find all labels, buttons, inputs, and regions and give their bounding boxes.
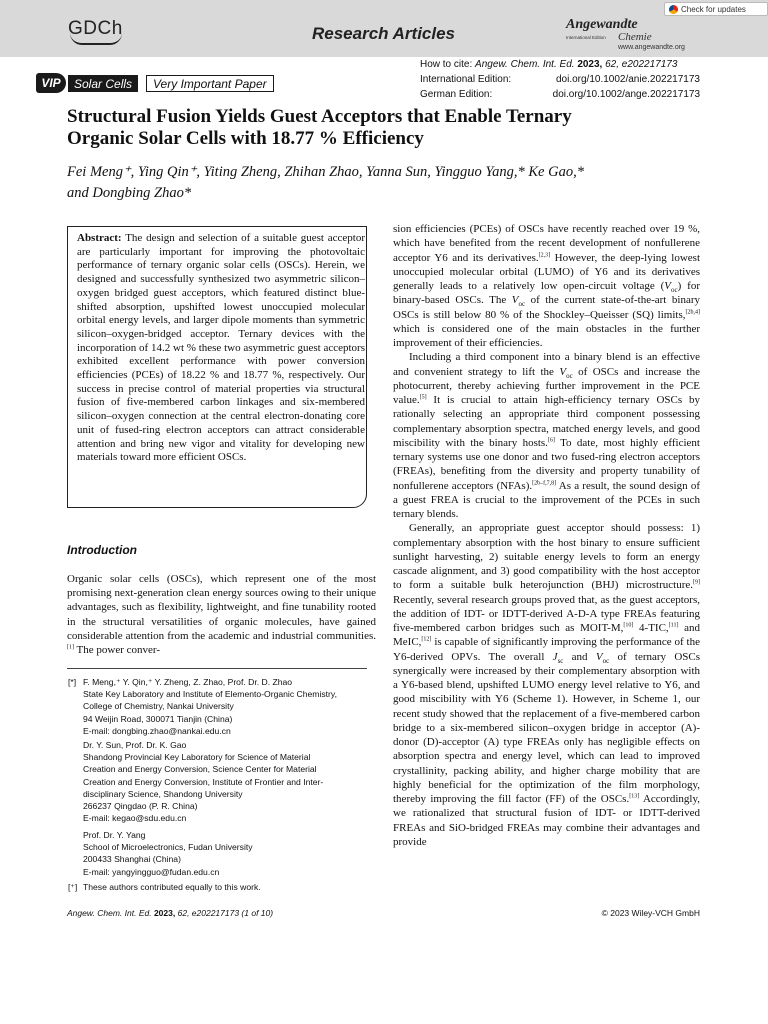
affiliation-marker: [*] [68,677,77,687]
paragraph: Generally, an appropriate guest acceptor should possess: 1) complementary absorption with the host binary to ensure sufficient sunlight harvesting, 2) suitable energy levels to form an energy cascade alignment, and 3) good compatibility with the host acceptor to form a suitable bulk heterojunction (BHJ) microstructure.[9] Recently, several research groups proved that, as the guest acceptors, the addition of IDT- or IDTT-derived A-D-A type FREAs featuring five-membered carbon bridges such as MOIT-M,[10] 4-TIC,[11] and MeIC,[12] is capable of significantly improving the performance of the Y6-derived OPVs. The overall $J_{sc}$ and $V_{oc}$ of ternary OSCs synergically were increased by their complementary absorption with a Y6-based blend, upshifted LUMO energy level relative to Y6, and good miscibility with Y6 (Scheme 1). However, in Scheme 1, our recent study showed that the replacement of a five-membered carbon bridge to a six-membered silicon–oxygen bridge in acceptor (A)-donor (D)-acceptor (A) type FREAs only has negligible effects on absorption spectra and energy level, which can lead to improved crystallinity, packing ability, and higher charge mobility that are highly beneficial for the optimization of the film morphology, thereby improving the fill factor (FF) of the OSCs.[13] Accordingly, we rationalized that structural fusion of IDT- or IDTT-derived FREAs and SiO-bridged FREAs may combine their advantages and provide [393,522,700,848]
angewandte-logo: Angewandte [566,17,638,32]
german-edition-label: German Edition: [420,89,493,100]
angewandte-logo-subtitle: International Edition [566,35,606,40]
check-for-updates-label: Check for updates [681,4,746,14]
affiliation-group-1: F. Meng,⁺ Y. Qin,⁺ Y. Zheng, Z. Zhao, Prof. Dr. D. Zhao State Key Laboratory and Institute of Elemento-Organic Chemistry, College of Chemistry, Nankai University 94 Weijin Road, 300071 Tianjin (China) E-mail: dongbing.zhao@nankai.edu.cn [83,676,383,737]
introduction-text: Organic solar cells (OSCs), which represent one of the most promising next-generation clean energy sources owing to their unique advantages, such as flexibility, lightweight, and fine tunability rooted in the structural versatilities of organic molecules, have gained considerable attention from the academic and industrial communities.[1] The power conver- [67,573,376,657]
page-footer-citation: Angew. Chem. Int. Ed. 2023, 62, e202217173 (1 of 10) [67,908,274,918]
abstract-text: Abstract: The design and selection of a suitable guest acceptor are particularly important for improving the photovoltaic performance of ternary organic solar cells (OSCs). Herein, we designed and successfully synthesized two asymmetric silicon–oxygen bridged guest acceptors, which featured distinct blue-shifted absorption, upshifted lowest unoccupied molecular orbital energy levels, and larger dipole moments than symmetric silicon–oxygen-bridged acceptor. Ternary devices with the incorporation of 14.2 wt % these two asymmetric guest acceptors exhibited excellent performance with power conversion efficiencies (PCEs) of 18.22 % and 18.77 %, respectively. Our success in precise control of material properties via structural fusion of five-membered carbon linkages and six-membered silicon–oxygen connection at the central electron-donating core unit of fused-ring electron acceptors can attract considerable attention and bring new vigor and vitality for developing new materials toward more efficient OSCs. [77,232,365,464]
article-title: Structural Fusion Yields Guest Acceptors that Enable Ternary Organic Solar Cells with 18.77 % Efficiency [67,106,572,149]
german-doi-link[interactable]: doi.org/10.1002/ange.202217173 [552,89,700,100]
gdch-logo-arc [70,33,122,45]
check-for-updates-button[interactable] [664,2,768,16]
vip-badge: VIP [36,73,66,93]
affiliation-group-3: Prof. Dr. Y. Yang School of Microelectronics, Fudan University 200433 Shanghai (China) E-mail: yangyingguo@fudan.edu.cn [83,829,383,878]
introduction-heading: Introduction [67,543,137,557]
paper-type-tag: Very Important Paper [146,75,274,92]
equal-contribution-marker: [⁺] [68,882,78,892]
email-link[interactable]: E-mail: kegao@sdu.edu.cn [83,813,187,824]
section-title: Research Articles [312,24,456,43]
crossmark-icon [669,5,678,14]
gdch-logo: GDCh [68,18,123,39]
journal-url[interactable]: www.angewandte.org [618,44,685,51]
footnote-rule [67,668,367,669]
affiliation-group-2: Dr. Y. Sun, Prof. Dr. K. Gao Shandong Provincial Key Laboratory for Science of Material Creation and Energy Conversion, Science Center for Material Creation and Energy Conversion, Institute of Frontier and Inter- disciplinary Science, Shandong University 266237 Qingdao (P. R. China) E-mail: kegao@sdu.edu.cn [83,739,383,824]
intl-edition-label: International Edition: [420,74,512,85]
copyright: © 2023 Wiley-VCH GmbH [601,908,700,918]
category-tag: Solar Cells [68,75,138,92]
angewandte-logo-chemie: Chemie [618,31,652,43]
paragraph: Including a third component into a binary blend is an effective and convenient strategy to lift the $V_{oc}$ of OSCs and increase the photocurrent, thereby achieving further improvement in the PCE value.[5] It is crucial to attain high-efficiency ternary OSCs by rationally selecting an appropriate third component possessing complementary absorption spectra, matched energy levels, and good miscibility with the binary hosts.[6] To date, most highly efficient ternary systems use one donor and two fused-ring electron acceptors (FREAs), benefiting from the diversity and property tunability of nonfullerene acceptors (NFAs).[2b–f,7,8] As a result, the sound design of a guest FREA is crucial to the improvement of the PCEs in such ternary blends. [393,351,700,520]
body-right-column [393,222,700,849]
paragraph: sion efficiencies (PCEs) of OSCs have recently reached over 19 %, which have benefited from the recent development of nonfullerene acceptor Y6 and its derivatives.[2,3] However, the deep-lying lowest unoccupied molecular orbital (LUMO) of Y6 and its derivatives generally leads to a relatively low open-circuit voltage $(V_{oc})$ for binary-based OSCs. The $V_{oc}$ of the current state-of-the-art binary OSCs is still below 80 % of the Shockley–Queisser (SQ) limits,[2b,4] which is considered one of the main obstacles in the further improvement of their efficiencies. [393,223,700,349]
email-link[interactable]: E-mail: dongbing.zhao@nankai.edu.cn [83,725,231,736]
email-link[interactable]: E-mail: yangyingguo@fudan.edu.cn [83,866,220,877]
equal-contribution-note: These authors contributed equally to this work. [83,882,261,892]
author-list: Fei Meng⁺, Ying Qin⁺, Yiting Zheng, Zhihan Zhao, Yanna Sun, Yingguo Yang,* Ke Gao,* and Dongbing Zhao* [67,164,584,201]
how-to-cite: How to cite: Angew. Chem. Int. Ed. 2023, 62, e202217173 [420,59,678,70]
intl-doi-link[interactable]: doi.org/10.1002/anie.202217173 [555,74,700,85]
